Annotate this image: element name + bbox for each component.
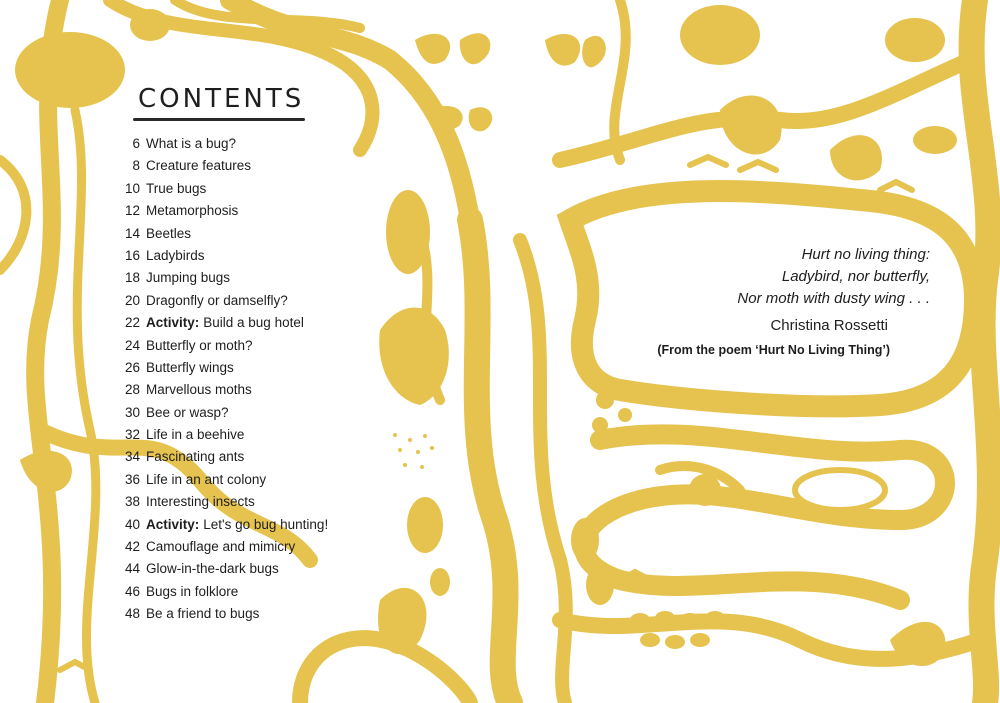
page-number: 34	[124, 449, 140, 465]
activity-label: Activity:	[146, 516, 200, 532]
page-number: 40	[124, 516, 140, 532]
page-number: 8	[132, 158, 140, 174]
contents-item	[120, 335, 328, 357]
contents-item	[120, 312, 328, 334]
contents-item	[120, 357, 328, 379]
chapter-title: Beetles	[146, 225, 192, 241]
chapter-title: Glow-in-the-dark bugs	[146, 561, 279, 577]
chapter-title: Build a bug hotel	[203, 315, 304, 331]
poem-author: Christina Rossetti	[770, 317, 888, 334]
page-number: 24	[124, 337, 140, 353]
chapter-title: True bugs	[146, 180, 207, 196]
contents-item	[120, 379, 328, 401]
poem-quote	[600, 244, 930, 310]
contents-item	[120, 491, 328, 513]
page-number: 10	[124, 180, 140, 196]
leaf-icon	[680, 5, 760, 65]
right-band	[972, 0, 990, 703]
title-underline	[133, 118, 305, 121]
contents-item	[120, 446, 328, 468]
contents-item	[120, 402, 328, 424]
leaf-icon	[830, 135, 882, 180]
page-number: 16	[124, 247, 140, 263]
chapter-title: Dragonfly or damselfly?	[146, 292, 288, 308]
cicada-icon	[795, 470, 885, 510]
contents-list	[120, 133, 328, 626]
chapter-title: Let's go bug hunting!	[203, 516, 329, 532]
page-number: 28	[124, 382, 140, 398]
contents-item	[120, 424, 328, 446]
chapter-title: Ladybirds	[146, 247, 205, 263]
butterfly-icon	[378, 588, 426, 654]
contents-item	[120, 581, 328, 603]
chapter-title: Butterfly wings	[146, 359, 234, 375]
page-number: 36	[124, 471, 140, 487]
beetle-icon	[407, 497, 443, 553]
page-number: 38	[124, 494, 140, 510]
page-number: 22	[124, 315, 140, 331]
moth-icon	[415, 33, 490, 64]
contents-item	[120, 536, 328, 558]
seed-icon	[15, 32, 125, 108]
beetle-icon	[430, 568, 450, 596]
chapter-title: Interesting insects	[146, 494, 255, 510]
contents-item	[120, 178, 328, 200]
leaf-icon	[885, 18, 945, 62]
contents-item	[120, 290, 328, 312]
chapter-title: Butterfly or moth?	[146, 337, 253, 353]
contents-item	[120, 558, 328, 580]
chapter-title: Life in an ant colony	[146, 471, 267, 487]
poem-line: Hurt no living thing:	[801, 246, 930, 263]
page-number: 30	[124, 404, 140, 420]
chapter-title: Be a friend to bugs	[146, 606, 260, 622]
contents-item	[120, 200, 328, 222]
page-number: 18	[124, 270, 140, 286]
page-number: 14	[124, 225, 140, 241]
poem-line: Nor moth with dusty wing . . .	[737, 290, 930, 307]
butterfly-icon	[20, 451, 72, 492]
page-number: 48	[124, 606, 140, 622]
page-number: 42	[124, 539, 140, 555]
chapter-title: Camouflage and mimicry	[146, 539, 296, 555]
page-number: 44	[124, 561, 140, 577]
contents-item	[120, 267, 328, 289]
leaf-icon	[913, 126, 957, 154]
chapter-title: Bee or wasp?	[146, 404, 229, 420]
poem-source: (From the poem ‘Hurt No Living Thing’)	[657, 343, 890, 357]
page-number: 12	[124, 203, 140, 219]
larva-icon	[586, 565, 614, 605]
contents-item	[120, 603, 328, 625]
chapter-title: Creature features	[146, 158, 252, 174]
leaf-icon	[720, 96, 782, 155]
page-number: 32	[124, 427, 140, 443]
page-number: 26	[124, 359, 140, 375]
contents-item	[120, 155, 328, 177]
contents-item	[120, 469, 328, 491]
chapter-title: Life in a beehive	[146, 427, 245, 443]
contents-item	[120, 223, 328, 245]
chapter-title: Marvellous moths	[146, 382, 252, 398]
page-number: 6	[132, 136, 140, 151]
chapter-title: What is a bug?	[146, 136, 237, 151]
page-number: 20	[124, 292, 140, 308]
contents-item	[120, 245, 328, 267]
contents-item	[120, 133, 328, 155]
beetle-icon	[130, 9, 170, 41]
chapter-title: Jumping bugs	[146, 270, 231, 286]
page-number: 46	[124, 583, 140, 599]
poem-line: Ladybird, nor butterfly,	[781, 268, 930, 285]
beetle-icon	[386, 190, 430, 274]
chapter-title: Metamorphosis	[146, 203, 239, 219]
butterfly-icon	[545, 34, 606, 67]
chapter-title: Fascinating ants	[146, 449, 245, 465]
contents-item	[120, 514, 328, 536]
bottom-curve	[300, 638, 470, 703]
chapter-title: Bugs in folklore	[146, 583, 239, 599]
central-trunk	[470, 220, 510, 703]
contents-title: CONTENTS	[138, 84, 305, 114]
activity-label: Activity:	[146, 315, 200, 331]
larva-icon	[689, 474, 721, 506]
left-stem	[75, 110, 96, 703]
larva-icon	[571, 518, 599, 562]
